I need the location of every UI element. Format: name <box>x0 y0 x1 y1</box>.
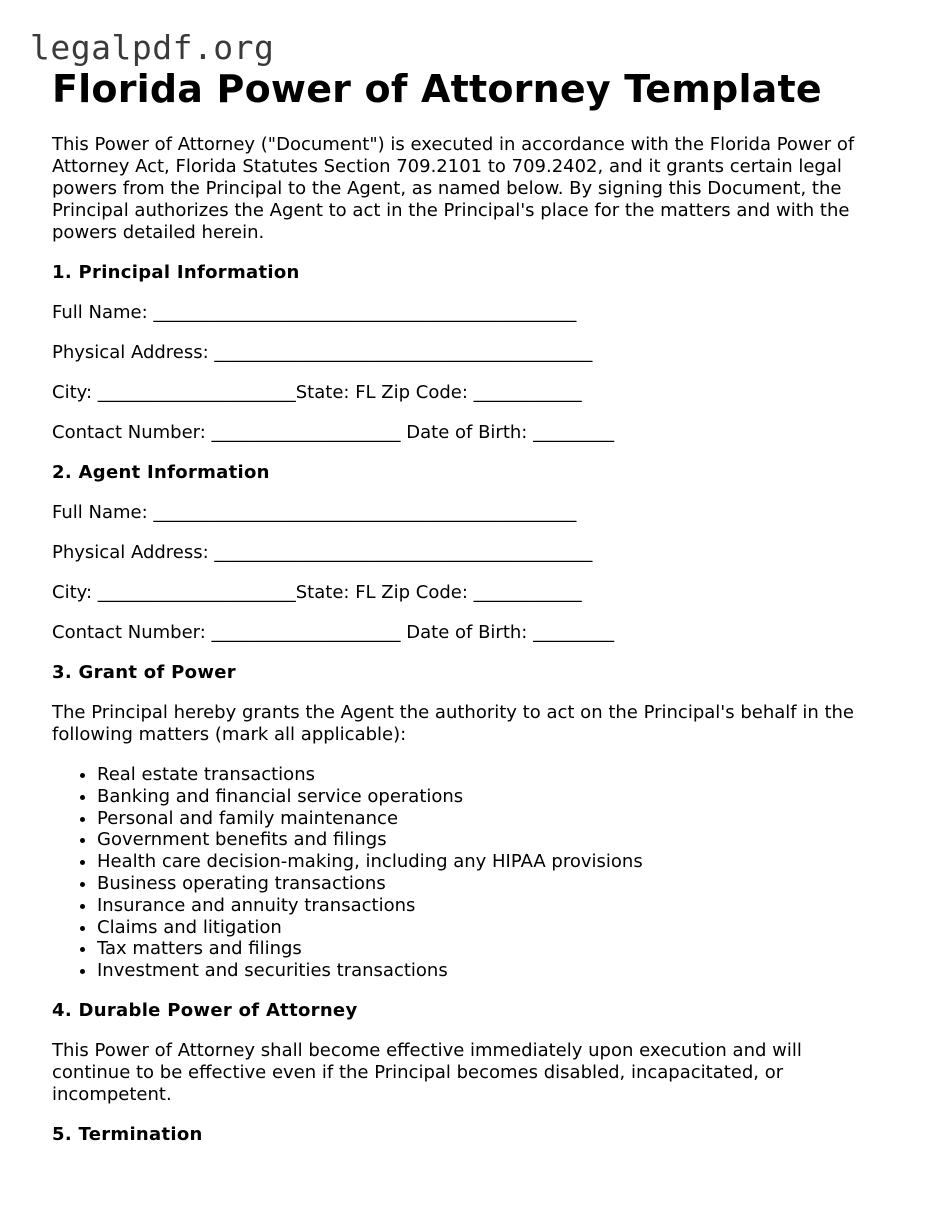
list-item: • Tax matters and filings <box>97 938 882 960</box>
durable-section-heading: 4. Durable Power of Attorney <box>52 999 358 1021</box>
list-item: • Insurance and annuity transactions <box>97 895 882 917</box>
principal-address-field: Physical Address: __________________________________________ <box>52 342 593 363</box>
intro-paragraph: This Power of Attorney ("Document") is executed in accordance with the Florida Power of Attorney Act, Florida Statutes Section 709.2101 to 709.2402, and it grants certain legal powers from the Principal to the Agent, as named below. By signing this Document, the Principal authorizes the Agent to act in the Principal's place for the matters and with the powers detailed herein. <box>52 134 855 243</box>
grant-powers-list <box>52 764 882 982</box>
agent-address-field: Physical Address: __________________________________________ <box>52 542 593 563</box>
grant-paragraph: The Principal hereby grants the Agent the authority to act on the Principal's behalf in the following matters (mark all applicable): <box>52 702 855 745</box>
agent-section-heading: 2. Agent Information <box>52 462 270 483</box>
list-item: • Government benefits and filings <box>97 829 882 851</box>
list-item: • Real estate transactions <box>97 764 882 786</box>
principal-section-heading: 1. Principal Information <box>52 262 300 283</box>
document-title: Florida Power of Attorney Template <box>52 67 822 111</box>
list-item: • Business operating transactions <box>97 873 882 895</box>
watermark-logo: legalpdf.org <box>30 28 275 67</box>
principal-city-state-zip-field: City: ______________________State: FL Zip Code: ____________ <box>52 382 582 403</box>
list-item: • Banking and financial service operations <box>97 786 882 808</box>
list-item: • Health care decision-making, including any HIPAA provisions <box>97 851 882 873</box>
termination-section-heading: 5. Termination <box>52 1123 203 1145</box>
list-item: • Claims and litigation <box>97 917 882 939</box>
grant-section-heading: 3. Grant of Power <box>52 662 236 683</box>
list-item: • Investment and securities transactions <box>97 960 882 982</box>
principal-full-name-field: Full Name: _______________________________________________ <box>52 302 577 323</box>
agent-full-name-field: Full Name: _______________________________________________ <box>52 502 577 523</box>
durable-paragraph: This Power of Attorney shall become effective immediately upon execution and will continue to be effective even if the Principal becomes disabled, incapacitated, or incompetent. <box>52 1039 802 1105</box>
document-page <box>52 66 882 1146</box>
agent-city-state-zip-field: City: ______________________State: FL Zip Code: ____________ <box>52 582 582 603</box>
principal-contact-dob-field: Contact Number: _____________________ Date of Birth: _________ <box>52 422 615 443</box>
agent-contact-dob-field: Contact Number: _____________________ Date of Birth: _________ <box>52 622 615 643</box>
list-item: • Personal and family maintenance <box>97 808 882 830</box>
